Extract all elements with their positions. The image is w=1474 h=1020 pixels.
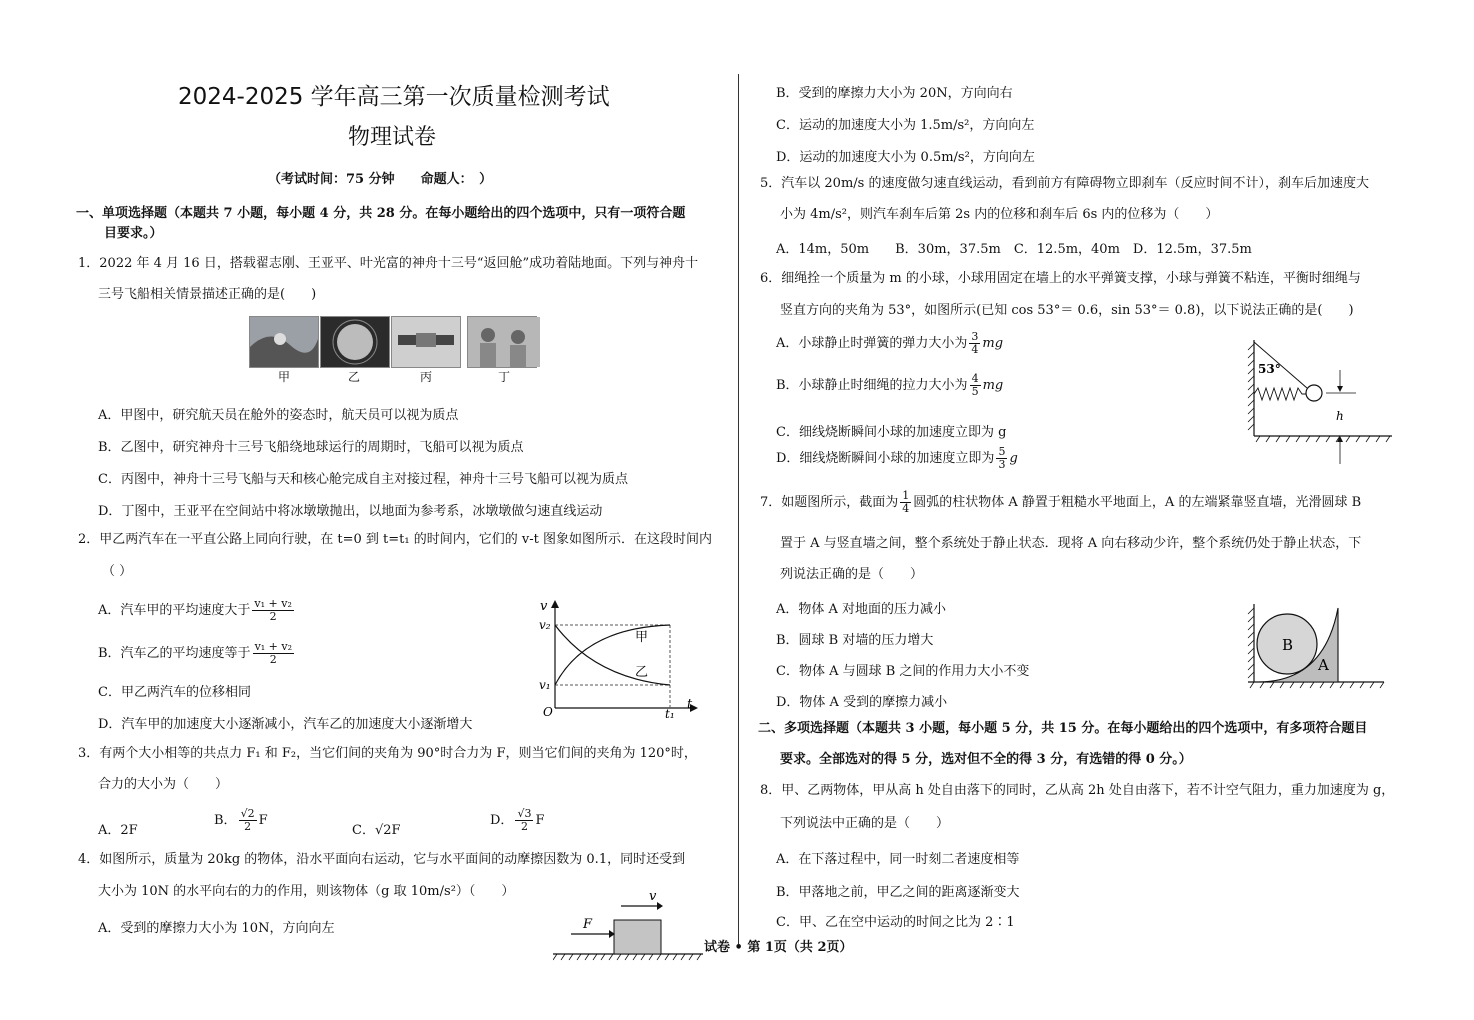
q5-options: A．14m，50m B．30m，37.5m C．12.5m，40m D．12.5m，37.5m bbox=[776, 242, 1252, 257]
q2-option-c: C．甲乙两汽车的位移相同 bbox=[98, 685, 251, 700]
q4-force-label: F bbox=[583, 917, 593, 932]
q7-stem-1: 7．如题图所示，截面为 $\frac{1}{4}$ 圆弧的柱状物体 A 静置于粗糙水平地面上，A 的左端紧靠竖直墙，光滑圆球 B bbox=[760, 489, 1362, 515]
q4-stem-2: 大小为 10N 的水平向右的力的作用，则该物体（g 取 10m/s²）（ ） bbox=[98, 884, 515, 899]
q2-v2-label: v₂ bbox=[539, 618, 551, 632]
q2-t-axis-label: t bbox=[687, 697, 693, 712]
q3-option-d: D． $\frac{√3}{2}$ F bbox=[490, 807, 545, 833]
q2-v-axis-label: v bbox=[540, 599, 548, 614]
q7-option-d: D．物体 A 受到的摩擦力减小 bbox=[776, 695, 948, 710]
q1-option-d: D．丁图中，王亚平在空间站中将冰墩墩抛出，以地面为参考系，冰墩墩做匀速直线运动 bbox=[98, 504, 603, 519]
q6-stem-1: 6．细绳拴一个质量为 m 的小球，小球用固定在墙上的水平弹簧支撑，小球与弹簧不粘连，平衡时细绳与 bbox=[760, 271, 1361, 286]
q2-curve-yi-label: 乙 bbox=[635, 665, 649, 680]
q4-option-a: A．受到的摩擦力大小为 10N，方向向左 bbox=[98, 921, 335, 936]
q8-option-c: C．甲、乙在空中运动的时间之比为 2∶1 bbox=[776, 915, 1015, 930]
q1-caption-jia: 甲 bbox=[278, 370, 291, 384]
q8-option-b: B．甲落地之前，甲乙之间的距离逐渐变大 bbox=[776, 885, 1020, 900]
q4-stem-1: 4．如图所示，质量为 20kg 的物体，沿水平面向右运动，它与水平面间的动摩擦因数为 0.1，同时还受到 bbox=[78, 852, 686, 867]
q8-stem-1: 8．甲、乙两物体，甲从高 h 处自由落下的同时，乙从高 2h 处自由落下，若不计空气阻力，重力加速度为 g， bbox=[760, 783, 1395, 798]
q7-stem-2: 置于 A 与竖直墙之间，整个系统处于静止状态．现将 A 向右移动少许，整个系统仍处于静止状态，下 bbox=[780, 536, 1362, 551]
q1-caption-yi: 乙 bbox=[348, 370, 361, 384]
q6-option-c: C．细线烧断瞬间小球的加速度立即为 g bbox=[776, 425, 1007, 440]
q6-option-b: B．小球静止时细绳的拉力大小为 $\frac{4}{5}$ mg bbox=[776, 372, 1004, 398]
q4-block bbox=[614, 920, 661, 954]
q7-ball-block-figure bbox=[1244, 602, 1386, 692]
q2-option-b: B．汽车乙的平均速度等于 $\frac{\text{v₁ + v₂}}{2}$ bbox=[98, 640, 293, 666]
q6-stem-2: 竖直方向的夹角为 53°，如图所示(已知 cos 53°＝ 0.6，sin 53°＝ 0.8)，以下说法正确的是( ) bbox=[780, 303, 1354, 318]
q2-origin-label: O bbox=[543, 705, 553, 719]
q7-option-b: B．圆球 B 对墙的压力增大 bbox=[776, 633, 934, 648]
q1-option-a: A．甲图中，研究航天员在舱外的姿态时，航天员可以视为质点 bbox=[98, 408, 459, 423]
section1-heading-2: 目要求。） bbox=[104, 226, 163, 241]
section1-heading-1: 一、单项选择题（本题共 7 小题，每小题 4 分，共 28 分。在每小题给出的四个选项中，只有一项符合题 bbox=[76, 206, 686, 221]
q5-stem-1: 5．汽车以 20m/s 的速度做匀速直线运动，看到前方有障碍物立即刹车（反应时间不计），刹车后加速度大 bbox=[760, 176, 1369, 191]
q6-spring-figure bbox=[1244, 336, 1396, 466]
q1-option-c: C．丙图中，神舟十三号飞船与天和核心舱完成自主对接过程，神舟十三号飞船可以视为质点 bbox=[98, 472, 628, 487]
q1-photo-ding bbox=[467, 316, 537, 368]
q1-photo-yi bbox=[320, 316, 390, 368]
q7-option-c: C．物体 A 与圆球 B 之间的作用力大小不变 bbox=[776, 664, 1030, 679]
section2-heading-2: 要求。全部选对的得 5 分，选对但不全的得 3 分，有选错的得 0 分。） bbox=[780, 752, 1192, 767]
q2-curve-jia bbox=[555, 625, 670, 685]
q6-ball bbox=[1306, 385, 1322, 401]
q6-option-a: A．小球静止时弹簧的弹力大小为 $\frac{3}{4}$ mg bbox=[776, 330, 1004, 356]
q4-option-c: C．运动的加速度大小为 1.5m/s²，方向向左 bbox=[776, 118, 1035, 133]
column-divider bbox=[738, 74, 739, 944]
q2-stem-2: （ ） bbox=[102, 564, 133, 579]
q6-height-label: h bbox=[1336, 409, 1344, 423]
q2-t1-label: t₁ bbox=[665, 707, 675, 720]
q3-option-b: B． $\frac{√2}{2}$ F bbox=[214, 807, 268, 833]
q7-stem-3: 列说法正确的是（ ） bbox=[780, 567, 924, 582]
q1-stem-1: 1．2022 年 4 月 16 日，搭载翟志刚、王亚平、叶光富的神舟十三号“返回舱”成功着陆地面。下列与神舟十 bbox=[78, 256, 699, 271]
q2-curve-jia-label: 甲 bbox=[635, 630, 649, 645]
q8-stem-2: 下列说法中正确的是（ ） bbox=[780, 816, 950, 831]
q3-stem-2: 合力的大小为（ ） bbox=[98, 777, 229, 792]
q4-option-b: B．受到的摩擦力大小为 20N，方向向右 bbox=[776, 86, 1013, 101]
q3-option-a: A．2F bbox=[98, 823, 138, 838]
q2-stem-1: 2．甲乙两汽车在一平直公路上同向行驶，在 t=0 到 t=t₁ 的时间内，它们的 v-t 图象如图所示．在这段时间内 bbox=[78, 532, 712, 547]
q3-option-c: C．√2F bbox=[352, 823, 401, 838]
q5-stem-2: 小为 4m/s²，则汽车刹车后第 2s 内的位移和刹车后 6s 内的位移为（ ） bbox=[780, 207, 1219, 222]
q1-photo-bing bbox=[391, 316, 461, 368]
q6-option-d: D．细线烧断瞬间小球的加速度立即为 $\frac{5}{3}$ g bbox=[776, 445, 1018, 471]
q1-option-b: B．乙图中，研究神舟十三号飞船绕地球运行的周期时，飞船可以视为质点 bbox=[98, 440, 524, 455]
q4-velocity-label: v bbox=[649, 889, 657, 904]
page-footer: 试卷 • 第 1页（共 2页） bbox=[704, 940, 853, 955]
q4-block-figure bbox=[553, 886, 705, 962]
q1-caption-bing: 丙 bbox=[420, 370, 433, 384]
q4-option-d: D．运动的加速度大小为 0.5m/s²，方向向左 bbox=[776, 150, 1035, 165]
q7-ball-label: B bbox=[1282, 636, 1294, 654]
q8-option-a: A．在下落过程中，同一时刻二者速度相等 bbox=[776, 852, 1020, 867]
q1-photo-jia bbox=[249, 316, 319, 368]
exam-info: （考试时间：75 分钟 命题人： ） bbox=[268, 172, 493, 187]
page-subtitle: 物理试卷 bbox=[348, 125, 437, 150]
q3-stem-1: 3．有两个大小相等的共点力 F₁ 和 F₂，当它们间的夹角为 90°时合力为 F，则当它们间的夹角为 120°时， bbox=[78, 746, 697, 761]
q2-option-a: A．汽车甲的平均速度大于 $\frac{\text{v₁ + v₂}}{2}$ bbox=[98, 597, 292, 623]
q2-vt-graph bbox=[535, 598, 700, 720]
q7-block-label: A bbox=[1318, 656, 1329, 674]
q6-angle-label: 53° bbox=[1258, 362, 1281, 376]
q7-option-a: A．物体 A 对地面的压力减小 bbox=[776, 602, 947, 617]
q2-option-d: D．汽车甲的加速度大小逐渐减小，汽车乙的加速度大小逐渐增大 bbox=[98, 717, 473, 732]
section2-heading-1: 二、多项选择题（本题共 3 小题，每小题 5 分，共 15 分。在每小题给出的四个选项中，有多项符合题目 bbox=[758, 721, 1368, 736]
page-title: 2024-2025 学年高三第一次质量检测考试 bbox=[178, 84, 610, 110]
q2-v1-label: v₁ bbox=[539, 678, 551, 692]
q1-stem-2: 三号飞船相关情景描述正确的是( ) bbox=[98, 287, 317, 302]
q1-caption-ding: 丁 bbox=[498, 370, 511, 384]
q2-curve-yi bbox=[555, 625, 670, 685]
